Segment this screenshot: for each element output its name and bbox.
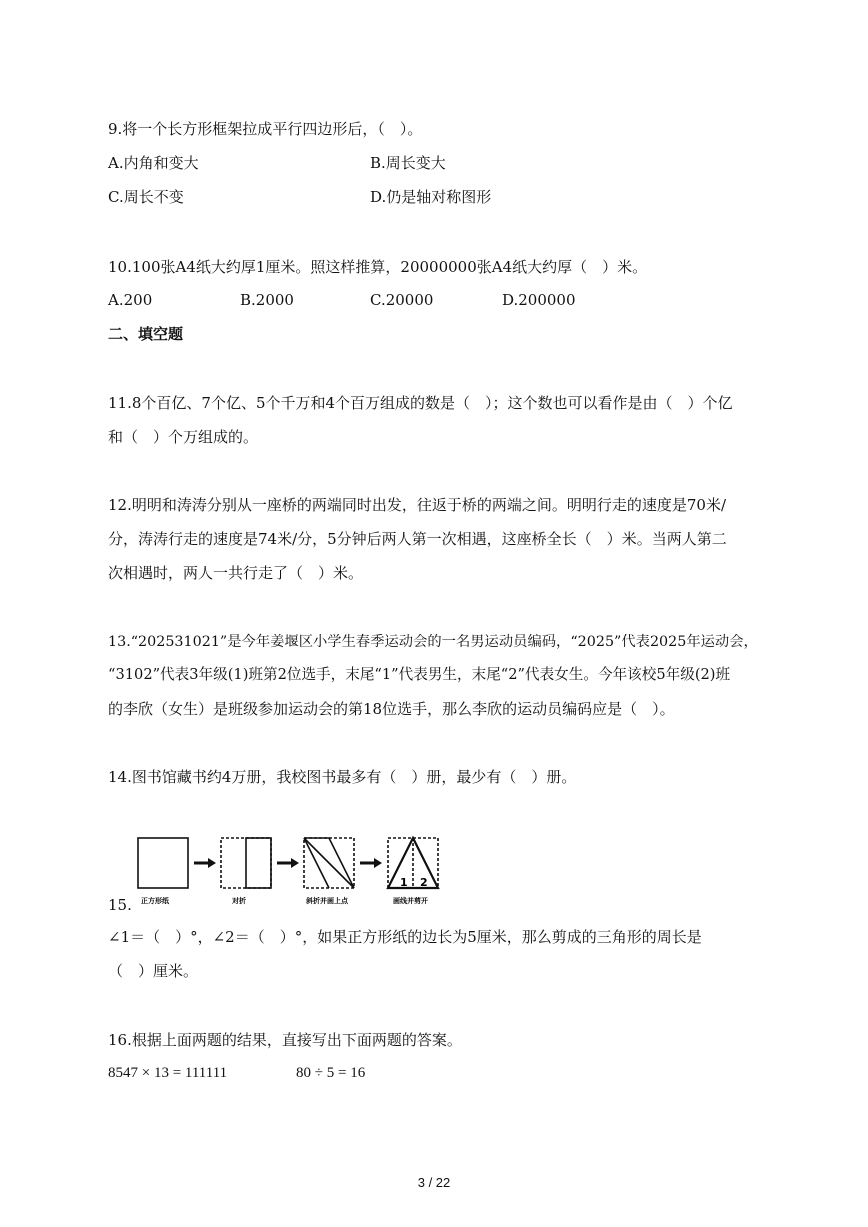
q16-stem: 16.根据上面两题的结果，直接写出下面两题的答案。 xyxy=(108,1031,462,1049)
folded-paper-shape xyxy=(246,838,271,888)
q11-line-2: 和（ ）个万组成的。 xyxy=(108,428,259,446)
q9-option-b: B.周长变大 xyxy=(370,154,446,172)
q10-option-b: B.2000 xyxy=(240,291,294,309)
step-4-label: 画线并剪开 xyxy=(393,897,428,905)
q15-line-1: ∠1＝（ ）°，∠2＝（ ）°，如果正方形纸的边长为5厘米，那么剪成的三角形的周长是 xyxy=(108,928,702,946)
q10-stem: 10.100张A4纸大约厚1厘米。照这样推算，20000000张A4纸大约厚（ ）米。 xyxy=(108,258,648,276)
q13-line-1: 13.“202531021”是今年姜堰区小学生春季运动会的一名男运动员编码，“2025”代表2025年运动会， xyxy=(108,634,758,650)
diagonal-fold-shape xyxy=(304,838,354,888)
paper-folding-figure xyxy=(128,826,458,908)
q13-line-2: “3102”代表3年级(1)班第2位选手，末尾“1”代表男生，末尾“2”代表女生。今年该校5年级(2)班 xyxy=(108,666,731,683)
step-2-label: 对折 xyxy=(232,897,246,905)
q12-line-2: 分，涛涛行走的速度是74米/分，5分钟后两人第一次相遇，这座桥全长（ ）米。当两人第二 xyxy=(108,530,727,548)
q10-option-c: C.20000 xyxy=(370,291,434,309)
q9-stem: 9.将一个长方形框架拉成平行四边形后，（ ）。 xyxy=(108,120,423,138)
q9-option-d: D.仍是轴对称图形 xyxy=(370,188,492,206)
q15-number: 15. xyxy=(108,896,132,914)
q16-expression-2: 80 ÷ 5 = 16 xyxy=(296,1065,366,1081)
q11-line-1: 11.8个百亿、7个亿、5个千万和4个百万组成的数是（ ）；这个数也可以看作是由（ ）个亿 xyxy=(108,394,733,412)
q15-line-2: （ ）厘米。 xyxy=(108,962,199,980)
q9-option-c: C.周长不变 xyxy=(108,188,184,206)
square-paper-shape xyxy=(138,838,188,888)
q12-line-1: 12.明明和涛涛分别从一座桥的两端同时出发，往返于桥的两端之间。明明行走的速度是70米/ xyxy=(108,496,726,514)
q10-option-a: A.200 xyxy=(108,291,153,309)
q13-line-3: 的李欣（女生）是班级参加运动会的第18位选手，那么李欣的运动员编码应是（ ）。 xyxy=(108,700,675,718)
q14-stem: 14.图书馆藏书约4万册，我校图书最多有（ ）册，最少有（ ）册。 xyxy=(108,768,577,786)
page-number: 3 / 22 xyxy=(417,1175,451,1190)
q9-option-a: A.内角和变大 xyxy=(108,154,199,172)
step-1-label: 正方形纸 xyxy=(141,897,169,905)
q10-option-d: D.200000 xyxy=(502,291,576,309)
angle-1-label: 1 xyxy=(400,876,408,889)
section-title: 二、填空题 xyxy=(108,325,184,343)
q16-expression-1: 8547 × 13 = 111111 xyxy=(108,1065,228,1081)
step-3-label: 斜折并画上点 xyxy=(306,897,348,905)
q12-line-3: 次相遇时，两人一共行走了（ ）米。 xyxy=(108,564,364,582)
angle-2-label: 2 xyxy=(420,876,428,889)
